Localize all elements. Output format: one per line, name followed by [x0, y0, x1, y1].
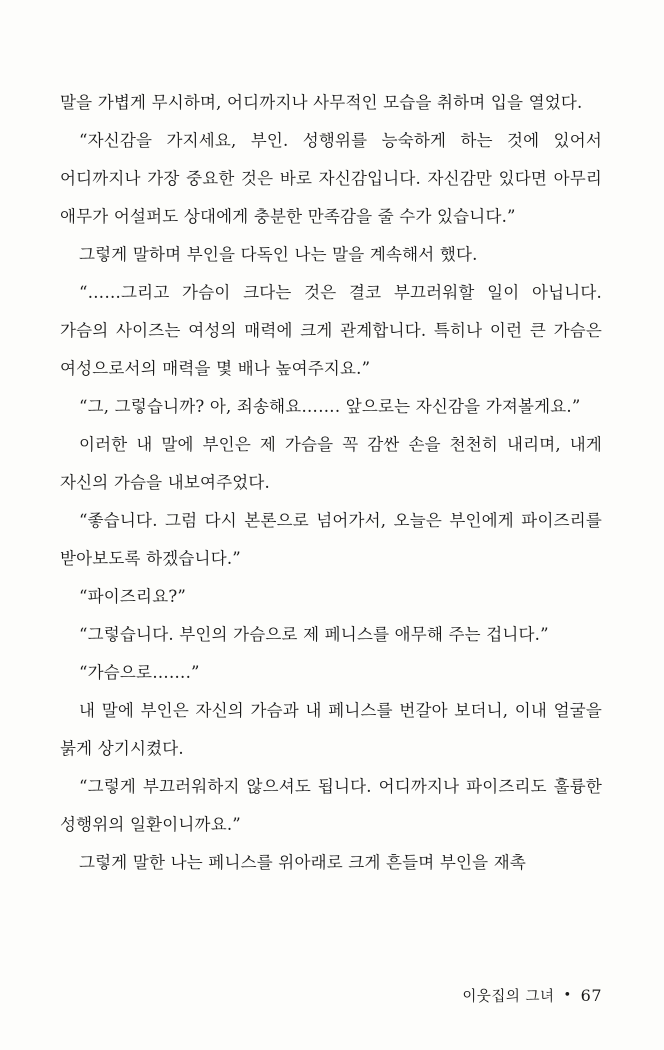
- page-footer: [462, 985, 602, 1006]
- paragraph: 이러한 내 말에 부인은 제 가슴을 꼭 감싼 손을 천천히 내리며, 내게 자신의 가슴을 내보여주었다.: [60, 435, 602, 492]
- page-number: 67: [580, 986, 602, 1005]
- paragraph: “가슴으로…….”: [79, 663, 200, 682]
- paragraph: 내 말에 부인은 자신의 가슴과 내 페니스를 번갈아 보더니, 이내 얼굴을 붉게 상기시켰다.: [60, 701, 602, 758]
- paragraph: “그렇습니다. 부인의 가슴으로 제 페니스를 애무해 주는 겁니다.”: [79, 625, 549, 644]
- paragraph: 말을 가볍게 무시하며, 어디까지나 사무적인 모습을 취하며 입을 열었다.: [60, 93, 583, 112]
- paragraph: “그, 그렇습니까? 아, 죄송해요……. 앞으로는 자신감을 가져볼게요.”: [79, 397, 581, 416]
- footer-book-title: 이웃집의 그녀: [462, 989, 555, 1005]
- paragraph: “자신감을 가지세요, 부인. 성행위를 능숙하게 하는 것에 있어서 어디까지나 가장 중요한 것은 바로 자신감입니다. 자신감만 있다면 아무리 애무가 어설퍼도 상대에게 충분한 만족감을 줄 수가 있습니다.”: [60, 131, 602, 226]
- paragraph: “……그리고 가슴이 크다는 것은 결코 부끄러워할 일이 아닙니다. 가슴의 사이즈는 여성의 매력에 크게 관계합니다. 특히나 이런 큰 가슴은 여성으로서의 매력을 몇 배나 높여주지요.”: [60, 283, 602, 378]
- page-body: [60, 84, 602, 882]
- paragraph: “그렇게 부끄러워하지 않으셔도 됩니다. 어디까지나 파이즈리도 훌륭한 성행위의 일환이니까요.”: [60, 777, 602, 834]
- footer-separator: •: [563, 988, 572, 1003]
- paragraph: 그렇게 말한 나는 페니스를 위아래로 크게 흔들며 부인을 재촉: [79, 853, 527, 872]
- paragraph: “좋습니다. 그럼 다시 본론으로 넘어가서, 오늘은 부인에게 파이즈리를 받아보도록 하겠습니다.”: [60, 511, 602, 568]
- paragraph: 그렇게 말하며 부인을 다독인 나는 말을 계속해서 했다.: [79, 245, 478, 264]
- paragraph: “파이즈리요?”: [79, 587, 187, 606]
